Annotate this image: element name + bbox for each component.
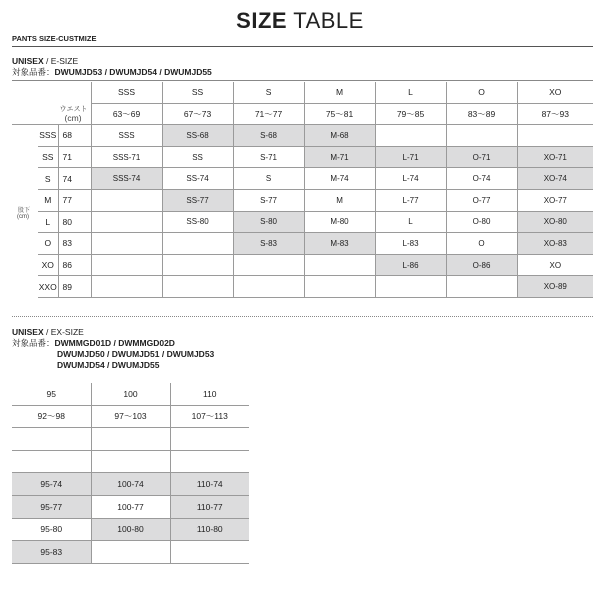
waist-size-header: 95	[12, 383, 91, 405]
size-cell	[304, 254, 375, 276]
table-row	[12, 495, 249, 518]
size-cell: S-71	[233, 146, 304, 168]
table-row	[12, 125, 593, 147]
waist-range: 63〜69	[91, 103, 162, 125]
size-cell	[170, 428, 249, 451]
size-cell: M-80	[304, 211, 375, 233]
page-subtitle: PANTS SIZE-CUSTMIZE	[12, 34, 97, 43]
size-cell: M-71	[304, 146, 375, 168]
size-cell: 95-74	[12, 473, 91, 496]
inseam-length: 77	[58, 189, 91, 211]
size-cell: 110-77	[170, 495, 249, 518]
waist-range: 75〜81	[304, 103, 375, 125]
inseam-size: L	[38, 211, 58, 233]
size-cell: 100-77	[91, 495, 170, 518]
size-cell	[12, 428, 91, 451]
size-cell	[446, 276, 517, 298]
waist-range: 107〜113	[170, 405, 249, 428]
size-cell: XO-71	[517, 146, 593, 168]
waist-size-header: 100	[91, 383, 170, 405]
waist-size-header: L	[375, 82, 446, 103]
waist-range: 83〜89	[446, 103, 517, 125]
size-cell: O-86	[446, 254, 517, 276]
size-cell: 110-80	[170, 518, 249, 541]
size-cell: O-80	[446, 211, 517, 233]
divider	[12, 80, 593, 81]
table-row	[12, 189, 593, 211]
size-cell	[517, 125, 593, 147]
size-cell	[375, 276, 446, 298]
size-cell	[91, 233, 162, 255]
size-cell: 100-74	[91, 473, 170, 496]
size-cell	[304, 276, 375, 298]
inseam-unit: (cm)	[17, 214, 29, 220]
section2-label: UNISEX / EX-SIZE	[12, 327, 84, 337]
waist-size-header: SSS	[91, 82, 162, 103]
waist-size-header: XO	[517, 82, 593, 103]
e-size-table	[12, 82, 593, 298]
waist-size-header: SS	[162, 82, 233, 103]
size-cell	[375, 125, 446, 147]
size-cell: XO-77	[517, 189, 593, 211]
size-cell	[170, 541, 249, 564]
inseam-size: XO	[38, 254, 58, 276]
table-row	[12, 276, 593, 298]
size-cell	[170, 450, 249, 473]
inseam-length: 89	[58, 276, 91, 298]
size-cell: XO-74	[517, 168, 593, 190]
size-cell: M-68	[304, 125, 375, 147]
size-cell: S-83	[233, 233, 304, 255]
size-cell: SSS-74	[91, 168, 162, 190]
size-cell: XO-83	[517, 233, 593, 255]
size-cell: 95-77	[12, 495, 91, 518]
size-cell: O	[446, 233, 517, 255]
size-cell: SSS-71	[91, 146, 162, 168]
size-cell: O-74	[446, 168, 517, 190]
section1-codes: 対象品番：DWUMJD53 / DWUMJD54 / DWUMJD55	[12, 67, 212, 77]
size-cell: M	[304, 189, 375, 211]
waist-range: 97〜103	[91, 405, 170, 428]
size-cell: XO-80	[517, 211, 593, 233]
waist-range: 87〜93	[517, 103, 593, 125]
table-row	[12, 254, 593, 276]
waist-range: 92〜98	[12, 405, 91, 428]
inseam-length: 83	[58, 233, 91, 255]
section2-codes: 対象品番：DWMMGD01D / DWMMGD02D DWUMJD50 / DWUMJD51 / DWUMJD53 DWUMJD54 / DWUMJD55	[12, 338, 215, 370]
size-cell: SS	[162, 146, 233, 168]
header-row	[12, 82, 593, 103]
ex-size-table	[12, 383, 249, 564]
size-cell	[91, 276, 162, 298]
size-cell	[162, 254, 233, 276]
side-spacer	[12, 168, 38, 190]
size-cell: L	[375, 211, 446, 233]
waist-label: ウエスト	[59, 105, 88, 113]
inseam-length: 80	[58, 211, 91, 233]
inseam-size: XXO	[38, 276, 58, 298]
divider	[12, 316, 593, 317]
size-cell	[91, 211, 162, 233]
size-cell: M-74	[304, 168, 375, 190]
table-row	[12, 473, 249, 496]
section1-label: UNISEX / E-SIZE	[12, 56, 79, 66]
waist-size-header: M	[304, 82, 375, 103]
size-cell: SS-77	[162, 189, 233, 211]
inseam-size: O	[38, 233, 58, 255]
size-cell	[91, 189, 162, 211]
waist-unit: (cm)	[64, 112, 82, 123]
size-cell	[233, 276, 304, 298]
size-cell: 100-80	[91, 518, 170, 541]
waist-size-header: 110	[170, 383, 249, 405]
side-spacer	[12, 146, 38, 168]
table-row	[12, 168, 593, 190]
inseam-size: SSS	[38, 125, 58, 147]
inseam-length: 71	[58, 146, 91, 168]
size-cell	[91, 428, 170, 451]
size-cell: O-77	[446, 189, 517, 211]
size-cell: S-68	[233, 125, 304, 147]
side-spacer	[12, 276, 38, 298]
range-row	[12, 405, 249, 428]
size-cell: M-83	[304, 233, 375, 255]
size-cell: 95-80	[12, 518, 91, 541]
side-spacer	[12, 254, 38, 276]
side-spacer	[12, 233, 38, 255]
inseam-size: SS	[38, 146, 58, 168]
size-cell: L-77	[375, 189, 446, 211]
table-row	[12, 541, 249, 564]
size-cell: L-74	[375, 168, 446, 190]
size-cell: L-71	[375, 146, 446, 168]
side-spacer	[12, 125, 38, 147]
table-row	[12, 146, 593, 168]
size-cell: O-71	[446, 146, 517, 168]
size-cell: L-83	[375, 233, 446, 255]
size-cell	[91, 254, 162, 276]
waist-size-header: O	[446, 82, 517, 103]
inseam-length: 68	[58, 125, 91, 147]
header-row	[12, 383, 249, 405]
size-cell: S	[233, 168, 304, 190]
size-cell: S-80	[233, 211, 304, 233]
inseam-length: 86	[58, 254, 91, 276]
size-cell: SSS	[91, 125, 162, 147]
inseam-length: 74	[58, 168, 91, 190]
size-cell: SS-68	[162, 125, 233, 147]
inseam-size: M	[38, 189, 58, 211]
page-title: SIZE TABLE	[236, 8, 364, 33]
size-cell	[12, 450, 91, 473]
size-cell	[446, 125, 517, 147]
size-cell	[91, 450, 170, 473]
table-row	[12, 518, 249, 541]
table-row	[12, 450, 249, 473]
table-row	[12, 428, 249, 451]
table-row	[12, 233, 593, 255]
inseam-label: 股下	[18, 208, 31, 214]
size-cell: 110-74	[170, 473, 249, 496]
size-cell: S-77	[233, 189, 304, 211]
size-cell: SS-80	[162, 211, 233, 233]
size-cell: L-86	[375, 254, 446, 276]
size-cell: SS-74	[162, 168, 233, 190]
size-cell: XO	[517, 254, 593, 276]
size-cell	[233, 254, 304, 276]
waist-label-cell	[12, 103, 91, 125]
waist-size-header: S	[233, 82, 304, 103]
divider	[12, 46, 593, 47]
size-cell: 95-83	[12, 541, 91, 564]
inseam-size: S	[38, 168, 58, 190]
table-row	[12, 211, 593, 233]
corner-cell	[12, 82, 91, 103]
size-cell	[162, 233, 233, 255]
size-cell: XO-89	[517, 276, 593, 298]
waist-range: 79〜85	[375, 103, 446, 125]
size-cell	[162, 276, 233, 298]
waist-range: 67〜73	[162, 103, 233, 125]
size-cell	[91, 541, 170, 564]
waist-range: 71〜77	[233, 103, 304, 125]
range-row	[12, 103, 593, 125]
